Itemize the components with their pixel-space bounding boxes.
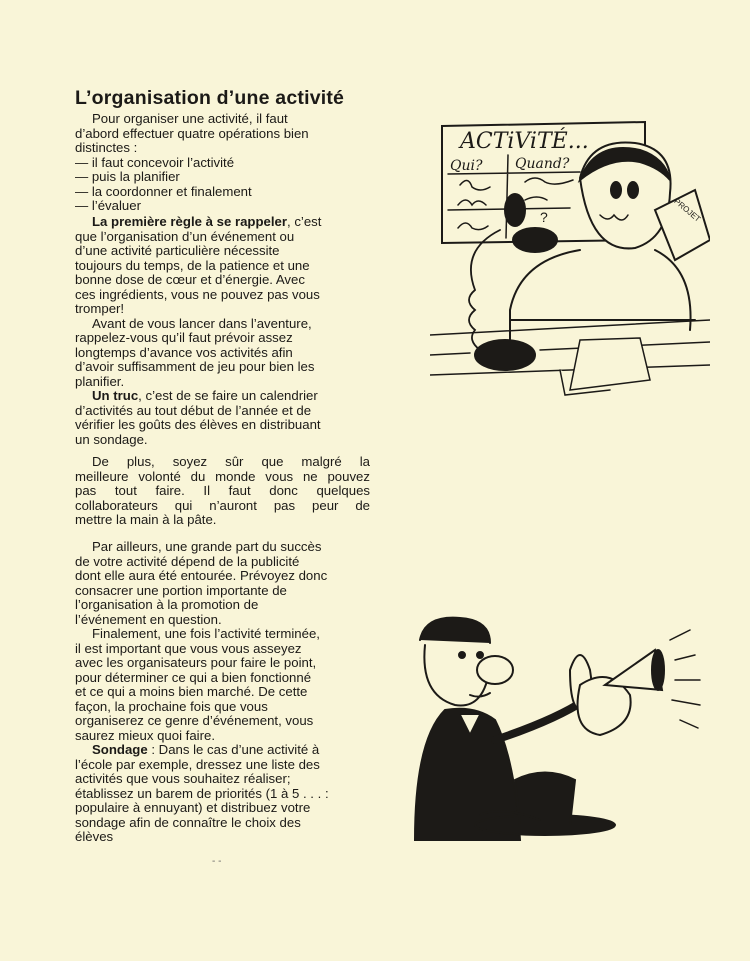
text-line: rappelez-vous qu’il faut prévoir assez bbox=[75, 330, 293, 345]
text-line: Finalement, une fois l’activité terminée, bbox=[92, 626, 320, 641]
intro-paragraph bbox=[75, 112, 370, 214]
text-span: : Dans le cas d’une activité à bbox=[147, 742, 320, 757]
text-line bbox=[75, 743, 370, 758]
folder-label: PROJET bbox=[672, 196, 703, 224]
bold-lead: Sondage bbox=[92, 742, 148, 757]
eye-right bbox=[477, 652, 483, 658]
illustration-magician-rabbit bbox=[400, 610, 710, 850]
text-line: ces ingrédients, vous ne pouvez pas vous bbox=[75, 286, 320, 302]
text-line: d’abord effectuer quatre opérations bien bbox=[75, 125, 309, 141]
text-line: bonne dose de cœur et d’énergie. Avec bbox=[75, 272, 305, 287]
text-line: tromper! bbox=[75, 301, 125, 316]
text-line: meilleure volonté du monde vous ne pouvez bbox=[75, 468, 370, 484]
magician-nose bbox=[477, 656, 513, 684]
text-line: activités que vous souhaitez réaliser; bbox=[75, 771, 291, 786]
text-line: dont elle aura été entourée. Prévoyez donc bbox=[75, 568, 328, 583]
text-line: il est important que vous vous asseyez bbox=[75, 640, 302, 656]
text-line: distinctes : bbox=[75, 140, 138, 155]
text-line: Avant de vous lancer dans l’aventure, bbox=[92, 315, 312, 331]
woman-body bbox=[510, 250, 695, 350]
magician-hair bbox=[420, 618, 490, 643]
bold-lead: La première règle à se rappeler bbox=[92, 214, 287, 229]
text-line: un sondage. bbox=[75, 431, 148, 447]
board-col-when: Quand? bbox=[515, 156, 570, 172]
list-item: — puis la planifier bbox=[75, 169, 180, 184]
eye-left bbox=[459, 652, 465, 658]
text-line: saurez mieux quoi faire. bbox=[75, 727, 216, 743]
papers bbox=[560, 338, 650, 395]
sound-lines bbox=[670, 630, 700, 728]
text-line: d’une activité particulière nécessite bbox=[75, 243, 280, 258]
text-line: élèves bbox=[75, 829, 114, 844]
phone-base bbox=[475, 340, 535, 370]
text-line: Pour organiser une activité, il faut bbox=[92, 111, 288, 126]
phone-earpiece bbox=[505, 194, 525, 226]
text-line: pour déterminer ce qui a bien fonctionné bbox=[75, 669, 312, 685]
top-hat bbox=[515, 773, 575, 826]
closing-paragraphs bbox=[75, 540, 370, 845]
footer-mark: - - bbox=[212, 856, 222, 867]
megaphone-bell bbox=[652, 650, 664, 690]
question-mark: ? bbox=[540, 209, 548, 225]
text-line: d’activités au tout début de l’année et de bbox=[75, 402, 312, 418]
text-line: d’avoir suffisamment de jeu pour bien les bbox=[75, 359, 315, 374]
list-item: — l’évaluer bbox=[75, 198, 141, 213]
text-line: établissez un barem de priorités (1 à 5 . . . : bbox=[75, 785, 329, 801]
text-line: avec les organisateurs pour faire le point, bbox=[75, 655, 317, 670]
text-line: l’école par exemple, dressez une liste des bbox=[75, 756, 320, 772]
raised-arm bbox=[495, 700, 585, 740]
text-span: , c’est de se faire un calendrier bbox=[138, 388, 318, 403]
text-line: que l’organisation d’un événement ou bbox=[75, 228, 295, 244]
text-line bbox=[75, 389, 370, 404]
eye-left bbox=[611, 182, 621, 198]
text-line: de votre activité dépend de la publicité bbox=[75, 553, 300, 569]
illustration-woman-on-phone bbox=[430, 110, 710, 400]
list-item: — il faut concevoir l’activité bbox=[75, 154, 235, 170]
board-col-who: Qui? bbox=[450, 158, 483, 174]
text-line: toujours du temps, de la patience et une bbox=[75, 257, 310, 273]
page-title: L’organisation d’une activité bbox=[75, 87, 345, 109]
body-paragraphs bbox=[75, 215, 370, 447]
text-line: façon, la prochaine fois que vous bbox=[75, 698, 268, 714]
text-span: , c’est bbox=[287, 214, 322, 229]
text-line: longtemps d’avance vos activités afin bbox=[75, 344, 293, 360]
text-line: l’organisation à la promotion de bbox=[75, 597, 259, 612]
board-title: ACTiViTÉ... bbox=[460, 129, 589, 154]
text-line: vérifier les goûts des élèves en distribuant bbox=[75, 417, 321, 432]
text-line: collaborateurs qui n’auront pas peur de bbox=[75, 497, 370, 513]
text-line bbox=[75, 215, 370, 230]
bold-lead: Un truc bbox=[92, 388, 139, 403]
text-line: et ce qui a moins bien marché. De cette bbox=[75, 684, 308, 699]
text-line: mettre la main à la pâte. bbox=[75, 512, 217, 527]
text-line: populaire à ennuyant) et distribuez votre bbox=[75, 800, 311, 815]
text-line: organiserez ce genre d’événement, vous bbox=[75, 713, 314, 728]
list-item: — la coordonner et finalement bbox=[75, 183, 252, 199]
text-line: Par ailleurs, une grande part du succès bbox=[92, 539, 322, 554]
phone-receiver bbox=[513, 228, 557, 252]
text-line: planifier. bbox=[75, 373, 125, 389]
text-line: l’événement en question. bbox=[75, 611, 222, 627]
text-line: sondage afin de connaître le choix des bbox=[75, 814, 301, 830]
text-line: pas tout faire. Il faut donc quelques bbox=[75, 483, 370, 498]
text-line: De plus, soyez sûr que malgré la bbox=[92, 454, 370, 469]
de-plus-paragraph bbox=[75, 455, 370, 528]
eye-right bbox=[628, 182, 638, 198]
text-line: consacrer une portion importante de bbox=[75, 582, 287, 598]
